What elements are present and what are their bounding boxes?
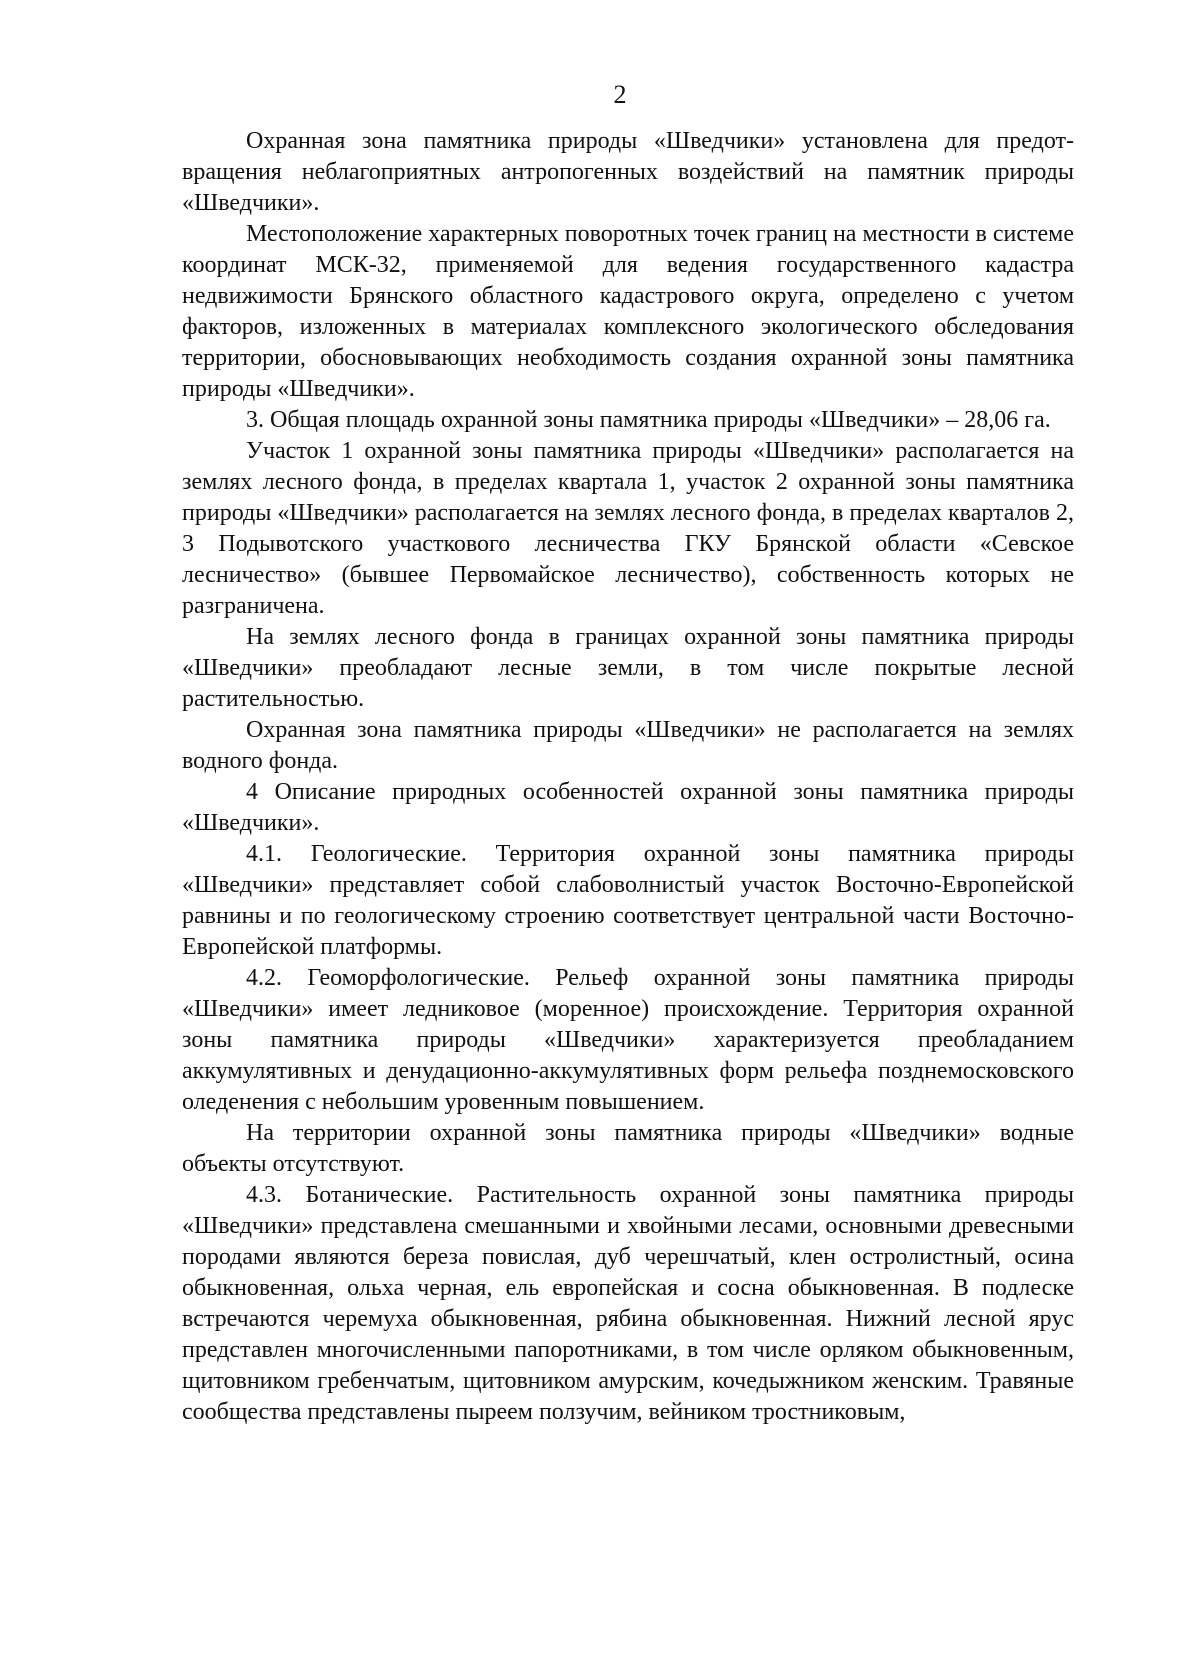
paragraph-water-fund: Охранная зона памятника природы «Шведчики» не располагается на землях водного фонда.	[182, 717, 1074, 774]
paragraph-plots: Участок 1 охранной зоны памятника природы «Шведчики» располагается на землях лесного фонда, в пределах квартала 1, участок 2 охранной зоны памятника природы «Шведчики» располагается на землях лесного фонда, в пределах кварталов 2, 3 Подывотского участкового лесничества ГКУ Брянской области «Севское лесничество» (бывшее Первомайское лесничество), собственность которых не разграничена.	[182, 438, 1074, 619]
paragraph-forest-lands: На землях лесного фонда в границах охранной зоны памятника природы «Шведчики» преобладают лесные земли, в том числе покрытые лесной растительностью.	[182, 624, 1074, 712]
page-number: 2	[613, 80, 627, 109]
paragraph-geological: 4.1. Геологические. Территория охранной зоны памятника природы «Шведчики» представляет собой слабоволнистый участок Восточно-Европейской равнины и по геологическому строению соответствует центральной части Восточно-Европейской платформы.	[182, 841, 1074, 960]
paragraph-purpose: Охранная зона памятника природы «Шведчики» установлена для предотвращения неблагоприятных антропогенных воздействий на памятник природы «Шведчики».	[182, 128, 1074, 216]
paragraph-botanical: 4.3. Ботанические. Растительность охранной зоны памятника природы «Шведчики» представлена смешанными и хвойными лесами, основными древесными породами являются береза повислая, дуб черешчатый, клен остролистный, осина обыкновенная, ольха черная, ель европейская и сосна обыкновенная. В подлеске встречаются черемуха обыкновенная, рябина обыкновенная. Нижний лесной ярус представлен многочисленными папоротниками, в том числе орляком обыкновенным, щитовником гребенчатым, щитовником амурским, кочедыжником женским. Травяные сообщества представлены пыреем ползучим, вейником тростниковым,	[182, 1182, 1074, 1425]
document-body	[182, 126, 1074, 1428]
paragraph-water-objects: На территории охранной зоны памятника природы «Шведчики» водные объекты отсутствуют.	[182, 1120, 1074, 1177]
section-heading-natural-features: 4 Описание природных особенностей охранной зоны памятника природы «Шведчики».	[182, 779, 1074, 836]
paragraph-total-area: 3. Общая площадь охранной зоны памятника природы «Шведчики» – 28,06 га.	[246, 407, 1051, 433]
paragraph-boundary-location: Местоположение характерных поворотных точек границ на местности в системе координат МСК-32, применяемой для ведения государственного кадастра недвижимости Брянского областного кадастрового округа, определено с учетом факторов, изложенных в материалах комплексного экологического обследования территории, обосновывающих необходимость создания охранной зоны памятника природы «Шведчики».	[182, 221, 1074, 402]
paragraph-geomorphological: 4.2. Геоморфологические. Рельеф охранной зоны памятника природы «Шведчики» имеет ледниковое (моренное) происхождение. Территория охранной зоны памятника природы «Шведчики» характеризуется преобладанием аккумулятивных и денудационно-аккумулятивных форм рельефа позднемосковского оледенения с небольшим уровенным повышением.	[182, 965, 1074, 1115]
